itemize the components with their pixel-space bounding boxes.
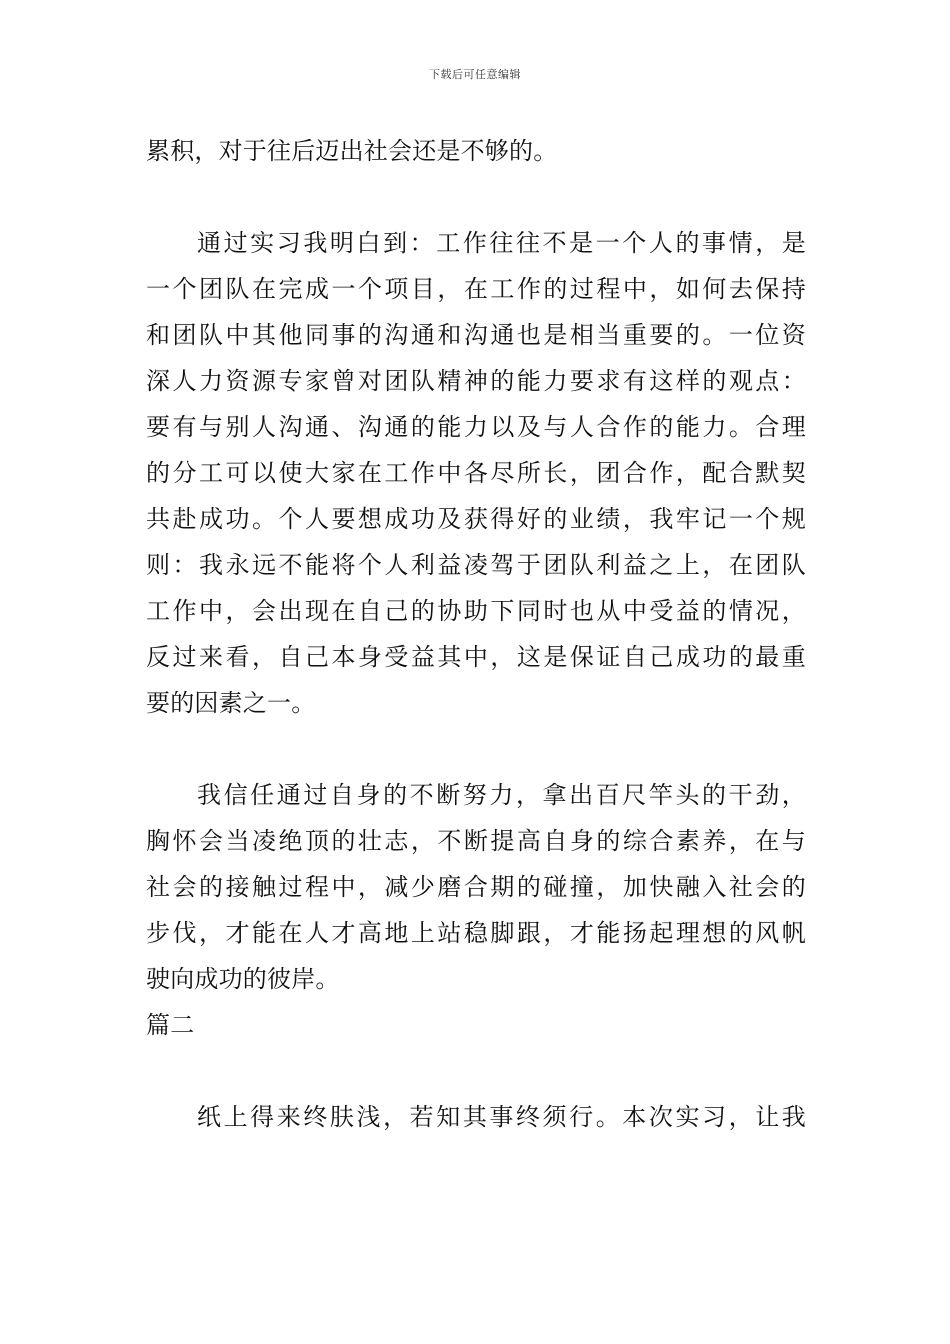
text-line: 驶向成功的彼岸。	[146, 965, 340, 993]
page-header: 下载后可任意编辑	[429, 68, 521, 81]
document-body	[146, 128, 806, 1140]
text-line: 累积，对于往后迈出社会还是不够的。	[146, 137, 558, 165]
text-line: 深人力资源专家曾对团队精神的能力要求有这样的观点：	[146, 367, 806, 395]
text-line: 一个团队在完成一个项目，在工作的过程中，如何去保持	[146, 275, 806, 303]
text-line: 和团队中其他同事的沟通和沟通也是相当重要的。一位资	[146, 321, 806, 349]
text-line: 胸怀会当凌绝顶的壮志，不断提高自身的综合素养，在与	[146, 827, 806, 855]
text-line: 则：我永远不能将个人利益凌驾于团队利益之上，在团队	[146, 551, 806, 579]
text-line: 我信任通过自身的不断努力，拿出百尺竿头的干劲，	[197, 781, 806, 809]
text-line: 要有与别人沟通、沟通的能力以及与人合作的能力。合理	[146, 413, 806, 441]
text-line: 要的因素之一。	[146, 689, 316, 717]
text-line: 的分工可以使大家在工作中各尽所长，团合作，配合默契	[146, 459, 806, 487]
text-line: 社会的接触过程中，减少磨合期的碰撞，加快融入社会的	[146, 873, 806, 901]
text-line: 反过来看，自己本身受益其中，这是保证自己成功的最重	[146, 643, 806, 671]
text-line: 共赴成功。个人要想成功及获得好的业绩，我牢记一个规	[146, 505, 806, 533]
text-line: 步伐，才能在人才高地上站稳脚跟，才能扬起理想的风帆	[146, 919, 806, 947]
paragraph-gap	[146, 726, 806, 772]
text-line: 纸上得来终肤浅，若知其事终须行。本次实习，让我	[197, 1103, 806, 1131]
text-line: 工作中，会出现在自己的协助下同时也从中受益的情况，	[146, 597, 806, 625]
text-line: 通过实习我明白到：工作往往不是一个人的事情，是	[197, 229, 806, 257]
paragraph-gap	[146, 174, 806, 220]
paragraph-gap	[146, 1048, 806, 1094]
section-heading: 篇二	[146, 1011, 195, 1039]
